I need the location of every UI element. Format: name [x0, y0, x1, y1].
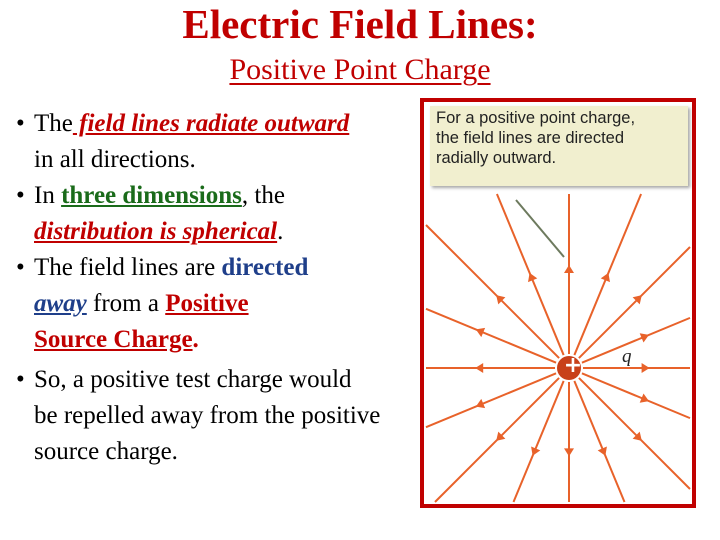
field-lines-figure	[420, 98, 696, 508]
bullet-text: from a	[86, 290, 166, 317]
emphasis-text: away	[34, 290, 87, 317]
bullet-text: So, a positive test charge would be repelled away from the positive source charge.	[34, 366, 381, 465]
emphasis-text: field lines radiate outward	[72, 110, 350, 137]
emphasis-text: Positive Source Charge	[34, 290, 249, 353]
emphasis-text: directed	[221, 254, 309, 281]
caption-pointer-line	[516, 200, 564, 257]
bullet-text: .	[192, 326, 199, 353]
bullet-list	[16, 106, 428, 470]
bullet-text: In	[34, 182, 62, 209]
charge-label: q	[622, 346, 632, 367]
figure-caption: For a positive point charge, the field lines are directed radially outward.	[430, 106, 688, 186]
bullet-text: The field lines are	[34, 254, 222, 281]
bullet-item	[16, 362, 428, 470]
charge-sign: +	[563, 353, 583, 378]
bullet-item	[16, 106, 428, 178]
bullet-item	[16, 250, 428, 358]
field-arrow	[564, 265, 574, 273]
field-arrow	[564, 448, 574, 456]
bullet-text: .	[277, 218, 284, 245]
page-title: Electric Field Lines:	[182, 1, 538, 47]
bullet-item	[16, 178, 428, 250]
emphasis-text: distribution is spherical	[34, 218, 278, 245]
field-arrow	[475, 363, 483, 373]
field-line	[426, 225, 559, 358]
emphasis-text: three dimensions	[61, 182, 242, 209]
bullet-text: The	[34, 110, 73, 137]
bullet-text: in all directions.	[34, 146, 196, 173]
page-subtitle: Positive Point Charge	[229, 53, 491, 86]
bullet-text: , the	[241, 182, 285, 209]
field-arrow	[642, 363, 650, 373]
